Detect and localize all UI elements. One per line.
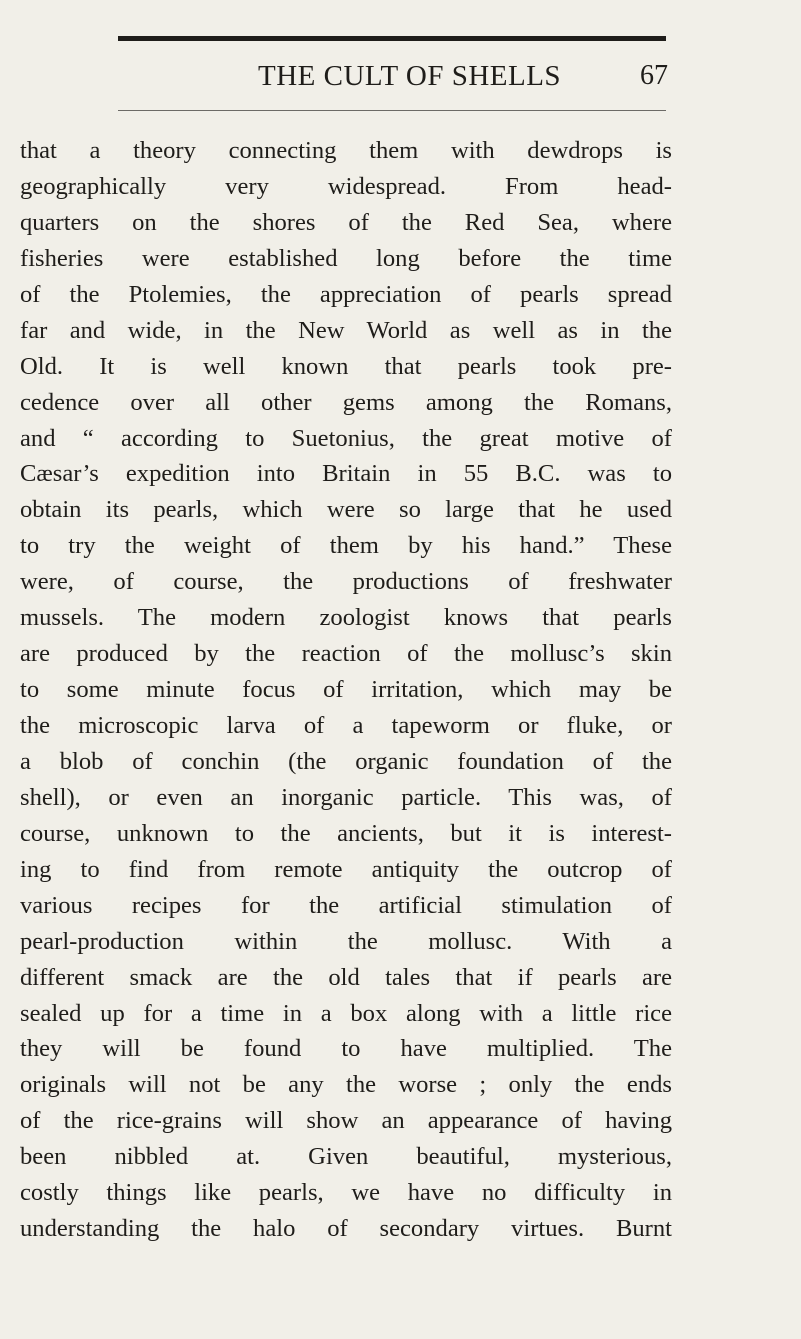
text-line: a blob of conchin (the organic foundation of the bbox=[20, 747, 672, 775]
top-rule bbox=[118, 36, 666, 41]
text-line: the microscopic larva of a tapeworm or fluke, or bbox=[20, 712, 672, 739]
running-title: THE CULT OF SHELLS bbox=[258, 60, 562, 92]
text-line: Cæsar’s expedition into Britain in 55 B.C. was to bbox=[20, 460, 672, 488]
text-line: that a theory connecting them with dewdrops is bbox=[20, 137, 672, 164]
page-number: 67 bbox=[640, 60, 668, 91]
text-line: fisheries were established long before the time bbox=[20, 244, 672, 272]
text-line: Old. It is well known that pearls took pre- bbox=[20, 352, 672, 380]
text-line: been nibbled at. Given beautiful, mysterious, bbox=[20, 1143, 672, 1171]
text-line: of the rice-grains will show an appearance of having bbox=[20, 1107, 672, 1135]
text-line: ing to find from remote antiquity the outcrop of bbox=[20, 855, 672, 883]
text-line: to some minute focus of irritation, which may be bbox=[20, 676, 672, 704]
text-line: different smack are the old tales that if pearls are bbox=[20, 963, 672, 991]
text-line: understanding the halo of secondary virtues. Burnt bbox=[20, 1215, 672, 1243]
text-line: geographically very widespread. From head- bbox=[20, 172, 672, 200]
text-line: far and wide, in the New World as well as in the bbox=[20, 316, 672, 344]
text-line: obtain its pearls, which were so large that he used bbox=[20, 496, 672, 524]
text-line: they will be found to have multiplied. The bbox=[20, 1035, 672, 1063]
text-line: and “ according to Suetonius, the great motive of bbox=[20, 424, 672, 452]
text-line: sealed up for a time in a box along with a little rice bbox=[20, 999, 672, 1027]
text-line: course, unknown to the ancients, but it is interest- bbox=[20, 819, 672, 847]
text-line: of the Ptolemies, the appreciation of pearls spread bbox=[20, 280, 672, 308]
text-line: are produced by the reaction of the mollusc’s skin bbox=[20, 640, 672, 668]
text-line: were, of course, the productions of freshwater bbox=[20, 568, 672, 596]
text-line: pearl-production within the mollusc. With a bbox=[20, 927, 672, 955]
text-line: quarters on the shores of the Red Sea, where bbox=[20, 208, 672, 236]
body-text bbox=[20, 133, 672, 1247]
text-line: cedence over all other gems among the Romans, bbox=[20, 388, 672, 416]
text-line: to try the weight of them by his hand.” These bbox=[20, 532, 672, 560]
text-line: mussels. The modern zoologist knows that pearls bbox=[20, 604, 672, 632]
text-line: shell), or even an inorganic particle. This was, of bbox=[20, 783, 672, 811]
header-rule bbox=[118, 110, 666, 111]
text-line: various recipes for the artificial stimulation of bbox=[20, 891, 672, 919]
text-line: costly things like pearls, we have no difficulty in bbox=[20, 1179, 672, 1207]
text-line: originals will not be any the worse ; only the ends bbox=[20, 1071, 672, 1099]
running-head bbox=[118, 58, 668, 98]
